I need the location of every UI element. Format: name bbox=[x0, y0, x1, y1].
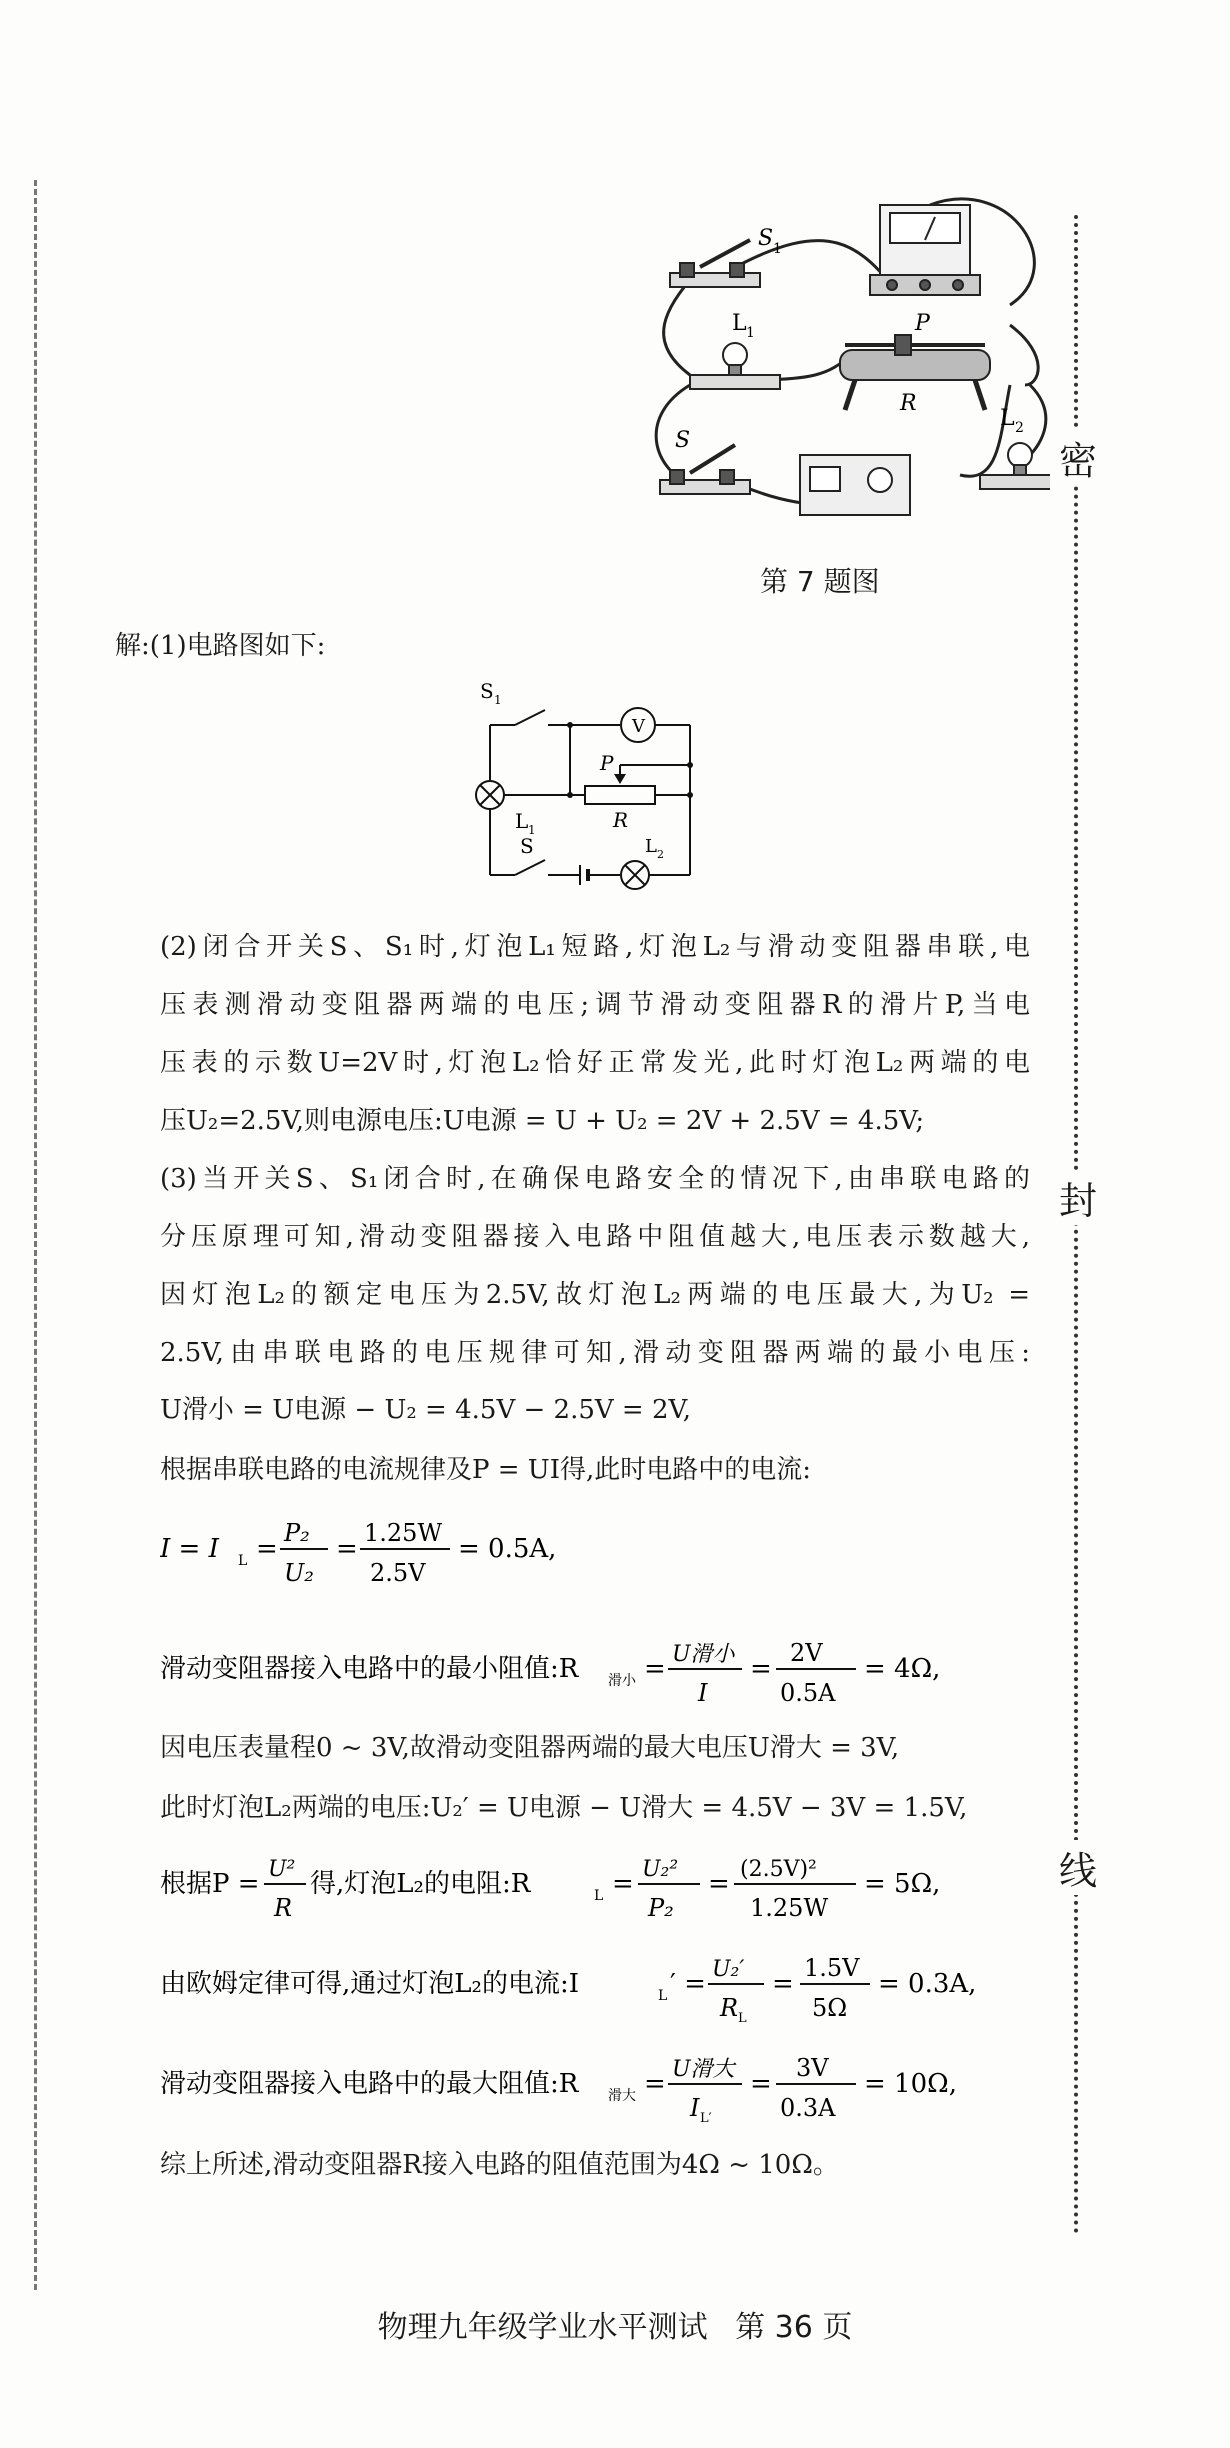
schematic-label-s: S bbox=[520, 834, 534, 858]
eq-rmax-den1-sub: L′ bbox=[700, 2111, 712, 2126]
figure-label-s: S bbox=[675, 428, 691, 453]
eq-rmax-den1: I bbox=[690, 2094, 700, 2122]
eq-il-num1: U₂′ bbox=[712, 1957, 745, 1982]
eq-rmin-den2: 0.5A bbox=[780, 1679, 836, 1707]
vmax-line: 因电压表量程0 ~ 3V,故滑动变阻器两端的最大电压U滑大 = 3V, bbox=[160, 1733, 900, 1763]
eq-rl-result: = 5Ω, bbox=[864, 1869, 941, 1899]
eq-rl-num2: (2.5V)² bbox=[740, 1857, 817, 1882]
eq-current-num2: 1.25W bbox=[364, 1519, 443, 1547]
eq-current-lhs: I = I bbox=[160, 1534, 219, 1564]
part2-line-4: 压U₂=2.5V,则电源电压:U电源 = U + U₂ = 2V + 2.5V = 4.5V; bbox=[160, 1106, 925, 1136]
svg-text:=: = bbox=[256, 1534, 278, 1564]
conclusion: 综上所述,滑动变阻器R接入电路的阻值范围为4Ω ~ 10Ω。 bbox=[160, 2150, 839, 2180]
part2-line-3: 压表的示数U=2V时,灯泡L₂恰好正常发光,此时灯泡L₂两端的电 bbox=[160, 1048, 1030, 1078]
svg-text:=: = bbox=[336, 1534, 358, 1564]
svg-text:=: = bbox=[708, 1869, 730, 1899]
eq-rmax-den2: 0.3A bbox=[780, 2094, 836, 2122]
schematic-label-v: V bbox=[632, 716, 645, 737]
schematic-label-s1-sub: 1 bbox=[494, 693, 502, 707]
part3-line-1: (3)当开关S、S₁闭合时,在确保电路安全的情况下,由串联电路的 bbox=[160, 1164, 1030, 1194]
eq-rmin-num1: U滑小 bbox=[672, 1642, 735, 1667]
eq-il-text: 由欧姆定律可得,通过灯泡L₂的电流:I bbox=[160, 1969, 579, 1999]
eq-rl-den1: P₂ bbox=[648, 1894, 674, 1922]
eq-current-lhs-sub: L bbox=[238, 1553, 248, 1569]
binding-dotted-line-right bbox=[1074, 215, 1078, 2235]
margin-label-mi: 密 bbox=[1058, 430, 1098, 485]
eq-il-suffix: ′ = bbox=[670, 1969, 706, 1999]
eq-rmax-sub: 滑大 bbox=[608, 2088, 636, 2104]
svg-text:=: = bbox=[772, 1969, 794, 1999]
figure-label-l2: L bbox=[1000, 406, 1015, 431]
part2-line-1: (2)闭合开关S、S₁时,灯泡L₁短路,灯泡L₂与滑动变阻器串联,电 bbox=[160, 932, 1030, 962]
eq-rl-den0: R bbox=[274, 1894, 293, 1922]
eq-rl-num1: U₂² bbox=[642, 1857, 679, 1882]
footer-page-number: 第 36 页 bbox=[735, 2310, 853, 2345]
schematic-label-l1: L bbox=[515, 809, 529, 833]
part3-line-4: 2.5V,由串联电路的电压规律可知,滑动变阻器两端的最小电压: bbox=[160, 1338, 1030, 1368]
page-footer bbox=[0, 2302, 1230, 2346]
eq-current-num1: P₂ bbox=[284, 1519, 310, 1547]
svg-text:=: = bbox=[750, 2069, 772, 2099]
eq-il-den1: R bbox=[720, 1994, 739, 2022]
current-intro: 根据串联电路的电流规律及P = UI得,此时电路中的电流: bbox=[160, 1455, 812, 1485]
schematic-label-r: R bbox=[613, 808, 629, 832]
eq-rmin-text: 滑动变阻器接入电路中的最小阻值:R bbox=[160, 1654, 579, 1684]
eq-current-den2: 2.5V bbox=[370, 1559, 426, 1587]
schematic-label-p: P bbox=[600, 751, 614, 775]
figure-label-s1-sub: 1 bbox=[773, 241, 782, 257]
eq-rmin-num2: 2V bbox=[790, 1639, 823, 1667]
svg-text:=: = bbox=[644, 1654, 666, 1684]
svg-text:=: = bbox=[644, 2069, 666, 2099]
figure-label-p: P bbox=[915, 311, 930, 336]
eq-rmin bbox=[160, 1625, 1040, 1715]
figure-caption: 第 7 题图 bbox=[760, 565, 880, 598]
schematic-label-l1-sub: 1 bbox=[528, 823, 536, 837]
solution-intro: 解:(1)电路图如下: bbox=[115, 631, 326, 661]
eq-current-den1: U₂ bbox=[284, 1559, 314, 1587]
eq-il-den1-sub: L bbox=[738, 2011, 747, 2026]
svg-text:=: = bbox=[612, 1869, 634, 1899]
figure-label-l1-sub: 1 bbox=[746, 325, 755, 341]
apparatus-figure bbox=[630, 185, 1050, 555]
part2-line-2: 压表测滑动变阻器两端的电压;调节滑动变阻器R的滑片P,当电 bbox=[160, 990, 1030, 1020]
eq-rmax-text: 滑动变阻器接入电路中的最大阻值:R bbox=[160, 2069, 579, 2099]
eq-current bbox=[160, 1505, 860, 1595]
eq-il-num2: 1.5V bbox=[804, 1954, 860, 1982]
schematic-label-l2-sub: 2 bbox=[657, 848, 664, 861]
solution-part2 bbox=[160, 918, 1030, 1150]
eq-rmax bbox=[160, 2040, 1040, 2130]
figure-label-s1: S bbox=[758, 226, 774, 251]
part3-line-2: 分压原理可知,滑动变阻器接入电路中阻值越大,电压表示数越大, bbox=[160, 1222, 1030, 1252]
eq-il bbox=[160, 1940, 1040, 2030]
eq-rl-sub: L bbox=[594, 1888, 604, 1904]
circuit-schematic bbox=[460, 670, 720, 900]
figure-label-l2-sub: 2 bbox=[1015, 420, 1024, 436]
eq-rmax-num2: 3V bbox=[796, 2054, 829, 2082]
figure-label-l1: L bbox=[732, 311, 747, 336]
eq-current-result: = 0.5A, bbox=[458, 1534, 557, 1564]
margin-label-feng: 封 bbox=[1058, 1170, 1098, 1225]
solution-part3 bbox=[160, 1150, 1030, 1382]
figure-label-r: R bbox=[900, 391, 917, 416]
eq-rl bbox=[160, 1840, 1040, 1930]
footer-book-title: 物理九年级学业水平测试 bbox=[377, 2310, 708, 2345]
margin-label-xian: 线 bbox=[1058, 1840, 1098, 1895]
eq-rl-den2: 1.25W bbox=[750, 1894, 829, 1922]
u2-prime-line: 此时灯泡L₂两端的电压:U₂′ = U电源 − U滑大 = 4.5V − 3V = 1.5V, bbox=[160, 1793, 968, 1823]
binding-dashed-line-left bbox=[34, 180, 37, 2290]
eq-il-result: = 0.3A, bbox=[878, 1969, 977, 1999]
part3-line-3: 因灯泡L₂的额定电压为2.5V,故灯泡L₂两端的电压最大,为U₂ = bbox=[160, 1280, 1030, 1310]
eq-rmin-result: = 4Ω, bbox=[864, 1654, 941, 1684]
schematic-label-l2: L bbox=[645, 836, 657, 857]
eq-rl-text2: 得,灯泡L₂的电阻:R bbox=[310, 1869, 531, 1899]
schematic-label-s1: S bbox=[480, 679, 494, 703]
eq-rmin-den1: I bbox=[698, 1679, 708, 1707]
svg-text:=: = bbox=[750, 1654, 772, 1684]
eq-rl-text1: 根据P = bbox=[160, 1869, 260, 1899]
eq-rl-num0: U² bbox=[268, 1857, 296, 1882]
eq-min-voltage: U滑小 = U电源 − U₂ = 4.5V − 2.5V = 2V, bbox=[160, 1395, 692, 1425]
eq-il-den2: 5Ω bbox=[812, 1994, 848, 2022]
eq-rmax-num1: U滑大 bbox=[672, 2057, 735, 2082]
eq-il-sub: L bbox=[658, 1988, 668, 2004]
eq-rmin-sub: 滑小 bbox=[608, 1673, 636, 1689]
eq-rmax-result: = 10Ω, bbox=[864, 2069, 957, 2099]
